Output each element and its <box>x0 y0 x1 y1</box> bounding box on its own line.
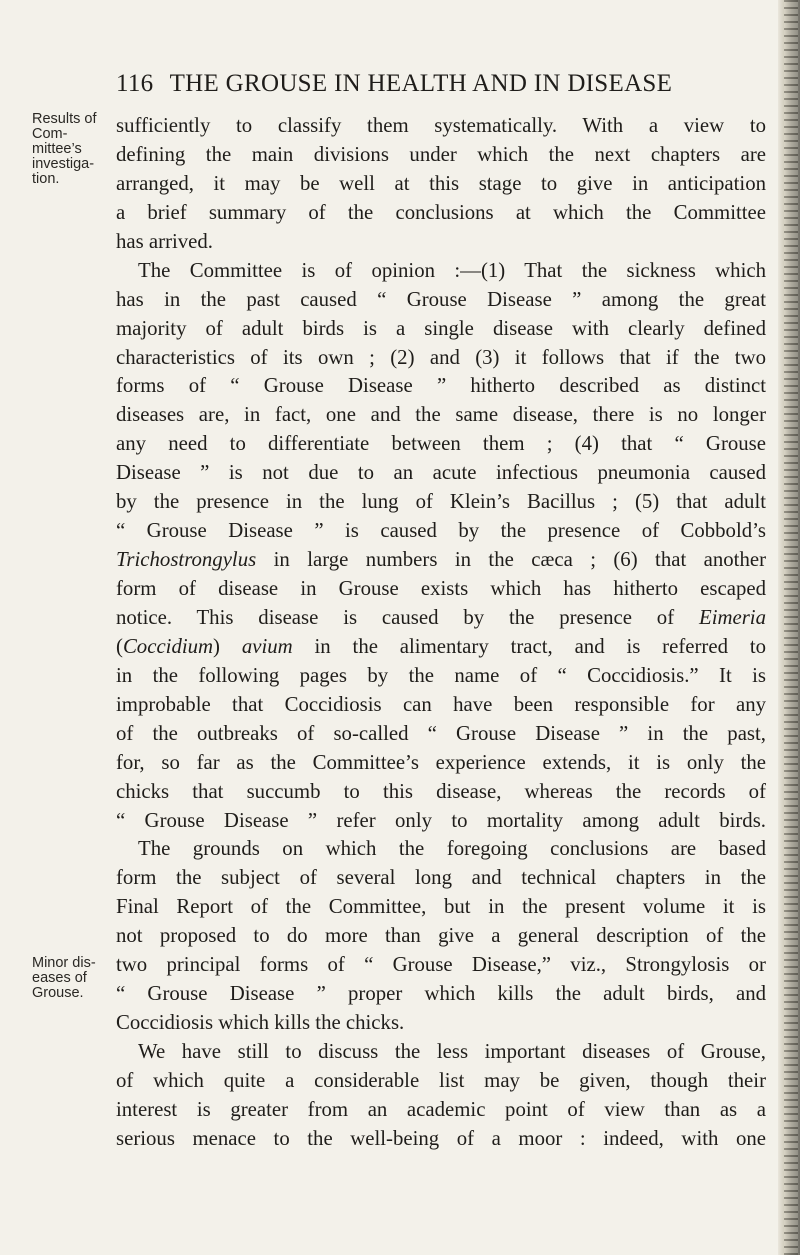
text-line: forms of “ Grouse Disease ” hitherto described as distinct <box>116 374 766 398</box>
text-line: arranged, it may be well at this stage to give in anticipation <box>116 171 766 195</box>
text-line: improbable that Coccidiosis can have been responsible for any <box>116 692 766 716</box>
text-line: in the following pages by the name of “ Coccidiosis.” It is <box>116 663 766 687</box>
page-edges <box>784 0 798 1255</box>
margin-note-line: Com- <box>32 126 68 142</box>
text-line: defining the main divisions under which the next chapters are <box>116 142 766 166</box>
text-line: serious menace to the well-being of a moor : indeed, with one <box>116 1126 766 1150</box>
margin-note-line: mittee’s <box>32 141 82 157</box>
text-line: chicks that succumb to this disease, whereas the records of <box>116 779 766 803</box>
margin-note-line: eases of <box>32 970 87 986</box>
text-line: We have still to discuss the less important diseases of Grouse, <box>138 1040 766 1063</box>
italic-term-trichostrongylus: Trichostrongylus <box>116 548 257 572</box>
text-line: by the presence in the lung of Klein’s Bacillus ; (5) that adult <box>116 490 766 514</box>
text-line: a brief summary of the conclusions at which the Committee <box>116 200 766 224</box>
margin-note-line: Results of <box>32 111 97 127</box>
text-line: “ Grouse Disease ” proper which kills the adult birds, and <box>116 982 766 1006</box>
italic-term-coccidium: Coccidium <box>122 634 214 658</box>
text-line: form the subject of several long and technical chapters in the <box>116 866 766 890</box>
margin-note-results <box>32 112 112 187</box>
margin-note-line: Grouse. <box>32 985 84 1001</box>
text-line: Trichostrongylus in large numbers in the cæca ; (6) that another <box>116 548 766 572</box>
text-line: any need to differentiate between them ; (4) that “ Grouse <box>116 432 766 456</box>
running-header <box>116 70 746 98</box>
text-line: interest is greater from an academic point of view than as a <box>116 1097 766 1121</box>
text-line: has arrived. <box>116 229 214 253</box>
text-line: The grounds on which the foregoing conclusions are based <box>138 837 766 861</box>
text-line: majority of adult birds is a single disease with clearly defined <box>116 316 766 340</box>
text-line: characteristics of its own ; (2) and (3) it follows that if the two <box>116 345 766 369</box>
text-line: of the outbreaks of so-called “ Grouse Disease ” in the past, <box>116 721 766 745</box>
margin-note-minor-diseases <box>32 956 112 1001</box>
text-line: of which quite a considerable list may be given, though their <box>116 1068 766 1092</box>
text-line: notice. This disease is caused by the presence of Eimeria <box>116 605 766 629</box>
text-line: (Coccidium) avium in the alimentary tract, and is referred to <box>116 634 766 658</box>
text-line: Coccidiosis which kills the chicks. <box>116 1011 405 1035</box>
text-line: form of disease in Grouse exists which has hitherto escaped <box>116 577 766 600</box>
margin-note-line: investiga- <box>32 156 95 172</box>
text-line: has in the past caused “ Grouse Disease ” among the great <box>116 287 766 311</box>
text-line: diseases are, in fact, one and the same disease, there is no longer <box>116 403 766 427</box>
text-line: The Committee is of opinion :—(1) That the sickness which <box>138 258 766 282</box>
italic-term-avium: avium <box>241 634 293 658</box>
text-line: Final Report of the Committee, but in the present volume it is <box>116 895 766 919</box>
italic-term-eimeria: Eimeria <box>698 605 766 629</box>
text-line: “ Grouse Disease ” is caused by the presence of Cobbold’s <box>116 519 766 543</box>
text-line: two principal forms of “ Grouse Disease,” viz., Strongylosis or <box>116 953 766 977</box>
text-line: “ Grouse Disease ” refer only to mortality among adult birds. <box>116 808 766 832</box>
running-title: THE GROUSE IN HEALTH AND IN DISEASE <box>169 70 673 97</box>
text-line: for, so far as the Committee’s experience extends, it is only the <box>116 750 766 774</box>
text-line: Disease ” is not due to an acute infectious pneumonia caused <box>116 461 766 485</box>
page-number: 116 <box>116 70 154 97</box>
body-text <box>116 112 766 1154</box>
text-line: sufficiently to classify them systematically. With a view to <box>116 114 766 137</box>
margin-note-line: tion. <box>32 171 60 187</box>
text-line: not proposed to do more than give a general description of the <box>116 924 766 948</box>
margin-note-line: Minor dis- <box>32 955 96 971</box>
